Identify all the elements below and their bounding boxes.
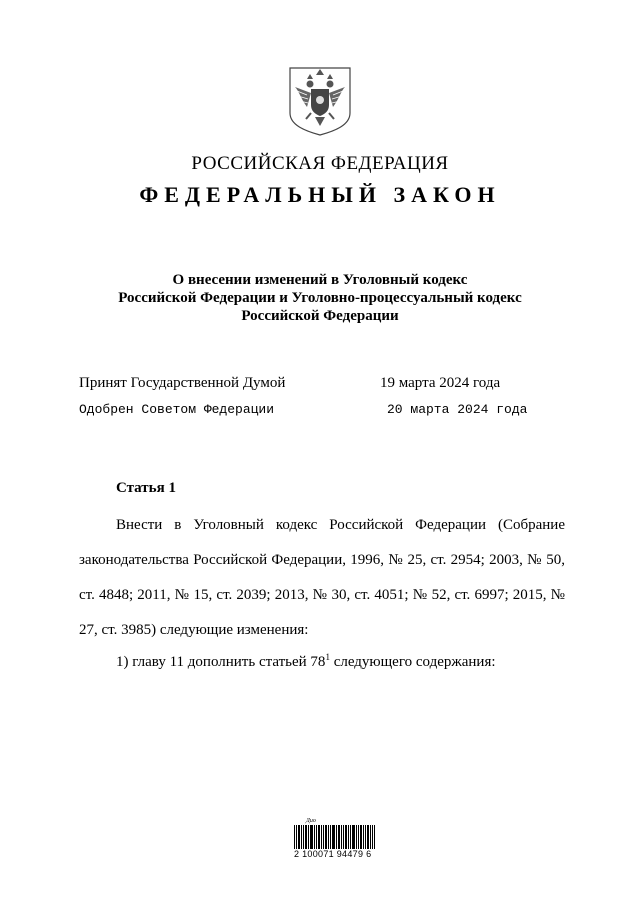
article-item-1 [116, 652, 496, 671]
barcode-mark: Дио [306, 818, 316, 824]
item-superscript: 1 [325, 652, 330, 662]
adopted-date: 19 марта 2024 года [380, 375, 501, 391]
barcode-bars [294, 815, 376, 849]
law-type-heading: ФЕДЕРАЛЬНЫЙ ЗАКОН [139, 182, 501, 207]
law-title [80, 271, 560, 325]
article-paragraph: Внести в Уголовный кодекс Российской Федерации (Собрание законодательства Российской Федерации, 1996, № 25, ст. 2954; 2003, № 50, ст. 4848; 2011, № 15, ст. 2039; 2013, № 30, ст. 4051; № 52, ст. 6997; 2015, № 27, ст. 3985) следующие изменения: [79, 517, 565, 638]
item-tail: следующего содержания: [329, 654, 496, 670]
adopted-label: Принят Государственной Думой [79, 375, 286, 391]
law-title-line: Российской Федерации и Уголовно-процессуальный кодекс [118, 290, 522, 306]
approved-label: Одобрен Советом Федерации [79, 402, 275, 417]
item-text: 1) главу 11 дополнить статьей 78 [116, 654, 326, 670]
barcode [294, 815, 376, 873]
article-heading: Статья 1 [116, 480, 176, 496]
approved-date: 20 марта 2024 года [387, 402, 528, 417]
coat-of-arms-icon [287, 65, 353, 137]
law-title-line: О внесении изменений в Уголовный кодекс [172, 272, 468, 288]
country-heading: РОССИЙСКАЯ ФЕДЕРАЦИЯ [191, 153, 449, 174]
law-title-line: Российской Федерации [241, 308, 399, 324]
barcode-number: 2 100071 94479 6 [294, 849, 372, 859]
